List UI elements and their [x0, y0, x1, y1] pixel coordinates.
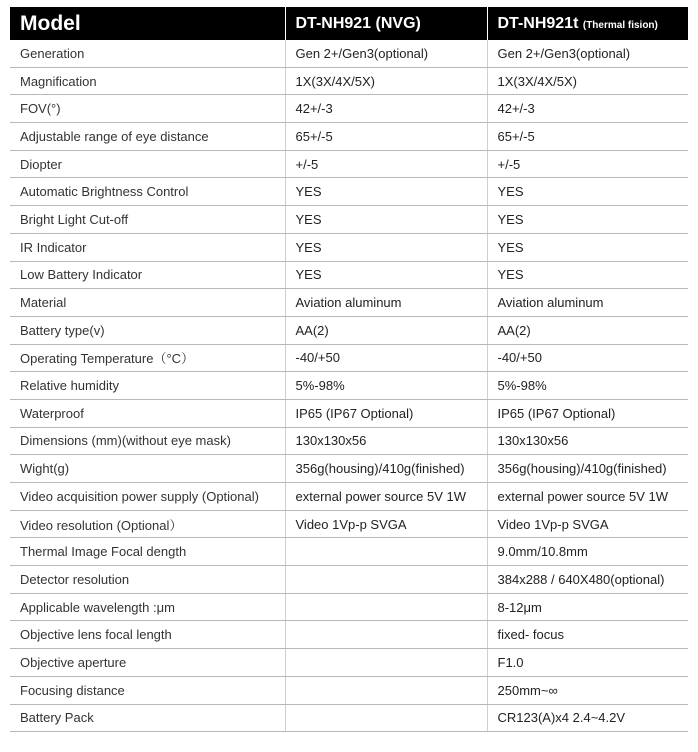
spec-label: Magnification — [10, 67, 285, 95]
spec-value-thermal: 8-12μm — [487, 593, 688, 621]
header-thermal-sub: (Thermal fision) — [582, 19, 658, 31]
spec-value-thermal: 250mm~∞ — [487, 676, 688, 704]
spec-label: Generation — [10, 40, 285, 67]
spec-value-nvg — [285, 621, 487, 649]
spec-value-nvg: 356g(housing)/410g(finished) — [285, 455, 487, 483]
spec-label: Operating Temperature（°C） — [10, 344, 285, 372]
spec-value-nvg — [285, 704, 487, 732]
spec-value-nvg — [285, 538, 487, 566]
spec-body — [10, 40, 688, 732]
spec-label: Video acquisition power supply (Optional) — [10, 483, 285, 511]
spec-value-thermal: YES — [487, 178, 688, 206]
spec-value-thermal: YES — [487, 206, 688, 234]
table-row — [10, 483, 688, 511]
spec-value-nvg: Gen 2+/Gen3(optional) — [285, 40, 487, 67]
spec-value-nvg: YES — [285, 261, 487, 289]
spec-label: Video resolution (Optional） — [10, 510, 285, 538]
spec-label: Relative humidity — [10, 372, 285, 400]
table-row — [10, 178, 688, 206]
spec-value-nvg: YES — [285, 206, 487, 234]
spec-value-thermal: Gen 2+/Gen3(optional) — [487, 40, 688, 67]
spec-value-nvg: Video 1Vp-p SVGA — [285, 510, 487, 538]
spec-value-thermal: YES — [487, 261, 688, 289]
table-row — [10, 455, 688, 483]
spec-value-nvg — [285, 649, 487, 677]
spec-value-thermal: CR123(A)x4 2.4~4.2V — [487, 704, 688, 732]
spec-value-nvg: -40/+50 — [285, 344, 487, 372]
spec-value-nvg — [285, 676, 487, 704]
table-row — [10, 95, 688, 123]
spec-value-thermal: external power source 5V 1W — [487, 483, 688, 511]
spec-label: Wight(g) — [10, 455, 285, 483]
spec-label: Battery type(v) — [10, 316, 285, 344]
spec-value-thermal: 1X(3X/4X/5X) — [487, 67, 688, 95]
table-row — [10, 344, 688, 372]
spec-value-nvg: YES — [285, 233, 487, 261]
spec-value-thermal: AA(2) — [487, 316, 688, 344]
spec-label: Objective aperture — [10, 649, 285, 677]
table-row — [10, 621, 688, 649]
table-row — [10, 40, 688, 67]
spec-label: Diopter — [10, 150, 285, 178]
spec-value-nvg: IP65 (IP67 Optional) — [285, 399, 487, 427]
table-row — [10, 316, 688, 344]
spec-value-nvg: 65+/-5 — [285, 123, 487, 151]
spec-table — [10, 7, 688, 732]
spec-value-thermal: Video 1Vp-p SVGA — [487, 510, 688, 538]
spec-label: Bright Light Cut-off — [10, 206, 285, 234]
spec-label: Adjustable range of eye distance — [10, 123, 285, 151]
spec-value-nvg: 130x130x56 — [285, 427, 487, 455]
spec-value-thermal: -40/+50 — [487, 344, 688, 372]
table-row — [10, 150, 688, 178]
spec-label: IR Indicator — [10, 233, 285, 261]
table-row — [10, 427, 688, 455]
spec-label: Material — [10, 289, 285, 317]
spec-value-nvg: +/-5 — [285, 150, 487, 178]
spec-label: FOV(°) — [10, 95, 285, 123]
spec-label: Battery Pack — [10, 704, 285, 732]
header-thermal — [487, 7, 688, 40]
spec-value-thermal: 130x130x56 — [487, 427, 688, 455]
spec-label: Focusing distance — [10, 676, 285, 704]
table-row — [10, 123, 688, 151]
spec-value-nvg: 42+/-3 — [285, 95, 487, 123]
spec-label: Applicable wavelength :μm — [10, 593, 285, 621]
header-model: Model — [10, 7, 285, 40]
spec-value-nvg: YES — [285, 178, 487, 206]
table-row — [10, 593, 688, 621]
spec-label: Low Battery Indicator — [10, 261, 285, 289]
table-row — [10, 233, 688, 261]
spec-label: Waterproof — [10, 399, 285, 427]
header-thermal-main: DT-NH921t — [497, 14, 583, 32]
spec-label: Detector resolution — [10, 566, 285, 594]
table-row — [10, 67, 688, 95]
spec-value-thermal: Aviation aluminum — [487, 289, 688, 317]
spec-value-thermal: IP65 (IP67 Optional) — [487, 399, 688, 427]
spec-value-thermal: 65+/-5 — [487, 123, 688, 151]
spec-value-thermal: 384x288 / 640X480(optional) — [487, 566, 688, 594]
spec-label: Objective lens focal length — [10, 621, 285, 649]
spec-label: Automatic Brightness Control — [10, 178, 285, 206]
spec-value-nvg: external power source 5V 1W — [285, 483, 487, 511]
spec-value-thermal: fixed- focus — [487, 621, 688, 649]
spec-value-thermal: 42+/-3 — [487, 95, 688, 123]
table-row — [10, 538, 688, 566]
table-row — [10, 649, 688, 677]
spec-value-nvg: Aviation aluminum — [285, 289, 487, 317]
table-row — [10, 372, 688, 400]
spec-value-nvg — [285, 593, 487, 621]
spec-value-thermal: +/-5 — [487, 150, 688, 178]
spec-value-thermal: 356g(housing)/410g(finished) — [487, 455, 688, 483]
spec-value-thermal: 5%-98% — [487, 372, 688, 400]
table-row — [10, 289, 688, 317]
spec-value-nvg — [285, 566, 487, 594]
spec-label: Thermal Image Focal dength — [10, 538, 285, 566]
table-row — [10, 399, 688, 427]
table-row — [10, 704, 688, 732]
spec-value-nvg: AA(2) — [285, 316, 487, 344]
spec-value-thermal: F1.0 — [487, 649, 688, 677]
table-row — [10, 206, 688, 234]
header-nvg: DT-NH921 (NVG) — [285, 7, 487, 40]
header-row — [10, 7, 688, 40]
table-row — [10, 510, 688, 538]
spec-label: Dimensions (mm)(without eye mask) — [10, 427, 285, 455]
spec-value-thermal: YES — [487, 233, 688, 261]
table-row — [10, 676, 688, 704]
table-row — [10, 566, 688, 594]
spec-value-nvg: 5%-98% — [285, 372, 487, 400]
table-row — [10, 261, 688, 289]
spec-value-thermal: 9.0mm/10.8mm — [487, 538, 688, 566]
spec-value-nvg: 1X(3X/4X/5X) — [285, 67, 487, 95]
